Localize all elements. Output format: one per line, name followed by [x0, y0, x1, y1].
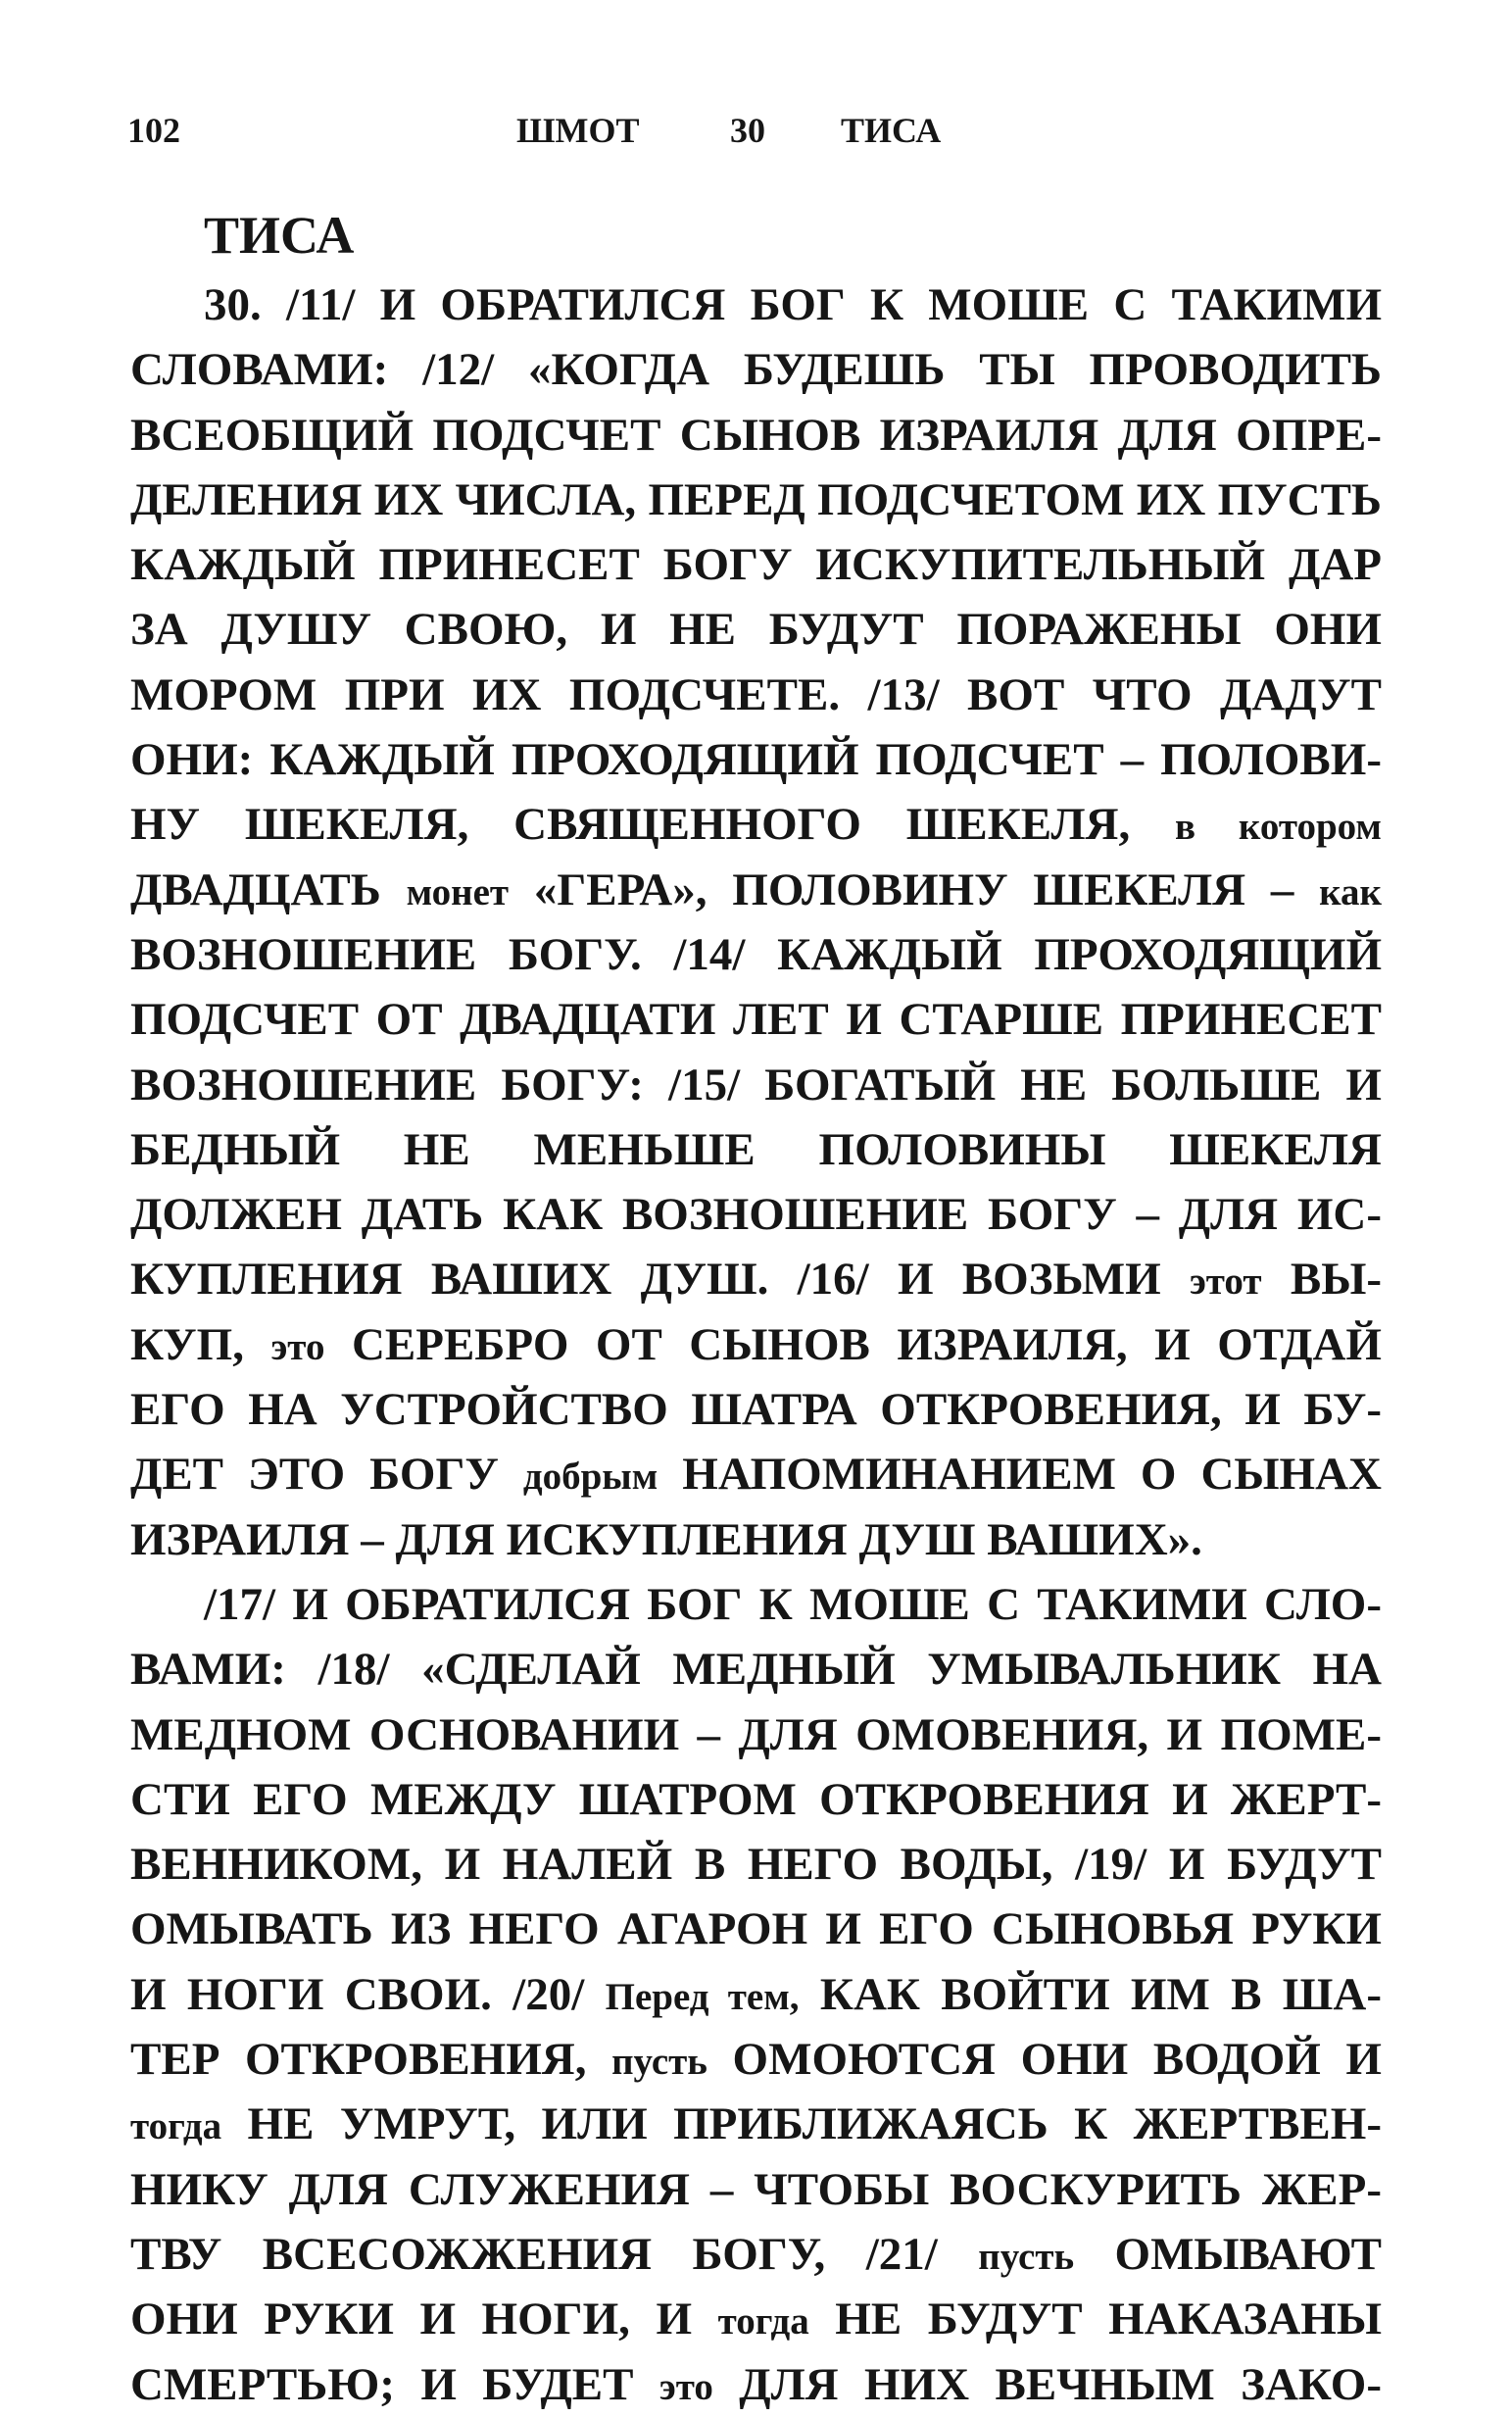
scripture-text: КАК ВОЙТИ ИМ В ША-	[799, 1968, 1382, 2020]
scripture-text: ТВУ ВСЕСОЖЖЕНИЯ БОГУ, /21/	[130, 2228, 979, 2280]
text-line: ОМЫВАТЬ ИЗ НЕГО АГАРОН И ЕГО СЫНОВЬЯ РУКИ	[130, 1903, 1382, 1955]
body-text	[130, 272, 1382, 2417]
text-line	[130, 2027, 1382, 2092]
text-line: МОРОМ ПРИ ИХ ПОДСЧЕТЕ. /13/ ВОТ ЧТО ДАДУТ	[130, 668, 1382, 720]
text-line: ОНИ: КАЖДЫЙ ПРОХОДЯЩИЙ ПОДСЧЕТ – ПОЛОВИ-	[130, 734, 1382, 786]
text-line	[130, 1312, 1382, 1377]
page-number: 102	[127, 111, 180, 150]
scripture-text: ДВАДЦАТЬ	[130, 863, 407, 915]
text-line: /17/ И ОБРАТИЛСЯ БОГ К МОШЕ С ТАКИМИ СЛО-	[204, 1578, 1382, 1630]
text-line: МЕДНОМ ОСНОВАНИИ – ДЛЯ ОМОВЕНИЯ, И ПОМЕ-	[130, 1708, 1382, 1760]
scripture-text: «ГЕРА», ПОЛОВИНУ ШЕКЕЛЯ –	[509, 863, 1320, 915]
text-line: КАЖДЫЙ ПРИНЕСЕТ БОГУ ИСКУПИТЕЛЬНЫЙ ДАР	[130, 539, 1382, 591]
text-line	[130, 858, 1382, 922]
scripture-text: ОНИ РУКИ И НОГИ, И	[130, 2294, 718, 2345]
text-line	[130, 792, 1382, 857]
text-line: ЗА ДУШУ СВОЮ, И НЕ БУДУТ ПОРАЖЕНЫ ОНИ	[130, 604, 1382, 656]
text-line: ЕГО НА УСТРОЙСТВО ШАТРА ОТКРОВЕНИЯ, И БУ-	[130, 1384, 1382, 1436]
commentary-text: это	[270, 1325, 325, 1368]
running-header	[127, 106, 1391, 155]
text-line: НИКУ ДЛЯ СЛУЖЕНИЯ – ЧТОБЫ ВОСКУРИТЬ ЖЕР-	[130, 2163, 1382, 2215]
scripture-text: ОМОЮТСЯ ОНИ ВОДОЙ И	[707, 2034, 1382, 2086]
scripture-text: НЕ УМРУТ, ИЛИ ПРИБЛИЖАЯСЬ К ЖЕРТВЕН-	[221, 2098, 1382, 2150]
scripture-text: ТЕР ОТКРОВЕНИЯ,	[130, 2034, 612, 2086]
scripture-text: ДЛЯ НИХ ВЕЧНЫМ ЗАКО-	[712, 2358, 1382, 2410]
scripture-text: НЕ БУДУТ НАКАЗАНЫ	[808, 2294, 1382, 2345]
text-line	[130, 2222, 1382, 2287]
chapter-number: 30	[730, 111, 765, 150]
commentary-text: как	[1319, 870, 1382, 913]
text-line: СЛОВАМИ: /12/ «КОГДА БУДЕШЬ ТЫ ПРОВОДИТЬ	[130, 344, 1382, 396]
scripture-text: КУПЛЕНИЯ ВАШИХ ДУШ. /16/ И ВОЗЬМИ	[130, 1254, 1190, 1306]
commentary-text: тогда	[717, 2300, 809, 2343]
text-line: ПОДСЧЕТ ОТ ДВАДЦАТИ ЛЕТ И СТАРШЕ ПРИНЕСЕТ	[130, 994, 1382, 1046]
section-heading: ТИСА	[204, 206, 355, 265]
text-line	[130, 1442, 1382, 1506]
commentary-text: Перед тем,	[605, 1975, 800, 2018]
scripture-text: СЕРЕБРО ОТ СЫНОВ ИЗРАИЛЯ, И ОТДАЙ	[324, 1318, 1382, 1370]
scripture-text: НАПОМИНАНИЕМ О СЫНАХ	[658, 1449, 1382, 1501]
text-line: 30. /11/ И ОБРАТИЛСЯ БОГ К МОШЕ С ТАКИМИ	[204, 279, 1382, 330]
scripture-text: И НОГИ СВОИ. /20/	[130, 1968, 606, 2020]
text-line: ДЕЛЕНИЯ ИХ ЧИСЛА, ПЕРЕД ПОДСЧЕТОМ ИХ ПУСТЬ	[130, 473, 1382, 525]
text-line: БЕДНЫЙ НЕ МЕНЬШЕ ПОЛОВИНЫ ШЕКЕЛЯ	[130, 1123, 1382, 1175]
text-line: ВСЕОБЩИЙ ПОДСЧЕТ СЫНОВ ИЗРАИЛЯ ДЛЯ ОПРЕ-	[130, 409, 1382, 461]
text-line: ВЕННИКОМ, И НАЛЕЙ В НЕГО ВОДЫ, /19/ И БУДУТ	[130, 1839, 1382, 1891]
text-line: СТИ ЕГО МЕЖДУ ШАТРОМ ОТКРОВЕНИЯ И ЖЕРТ-	[130, 1773, 1382, 1825]
text-line: ВОЗНОШЕНИЕ БОГУ. /14/ КАЖДЫЙ ПРОХОДЯЩИЙ	[130, 928, 1382, 980]
scripture-text: СМЕРТЬЮ; И БУДЕТ	[130, 2358, 659, 2410]
text-line: ВОЗНОШЕНИЕ БОГУ: /15/ БОГАТЫЙ НЕ БОЛЬШЕ И	[130, 1059, 1382, 1110]
text-line: ВАМИ: /18/ «СДЕЛАЙ МЕДНЫЙ УМЫВАЛЬНИК НА	[130, 1644, 1382, 1696]
portion-title: ТИСА	[841, 111, 942, 150]
text-line	[130, 2092, 1382, 2156]
commentary-text: в котором	[1175, 806, 1382, 849]
commentary-text: пусть	[978, 2235, 1075, 2278]
commentary-text: добрым	[522, 1455, 658, 1499]
commentary-text: тогда	[130, 2105, 222, 2148]
text-line	[130, 1962, 1382, 2027]
book-title: ШМОТ	[516, 111, 640, 150]
commentary-text: пусть	[611, 2041, 707, 2084]
scripture-text: КУП,	[130, 1318, 271, 1370]
scripture-text: НУ ШЕКЕЛЯ, СВЯЩЕННОГО ШЕКЕЛЯ,	[130, 799, 1176, 851]
scripture-text: ОМЫВАЮТ	[1074, 2228, 1382, 2280]
text-line: ДОЛЖЕН ДАТЬ КАК ВОЗНОШЕНИЕ БОГУ – ДЛЯ ИС-	[130, 1189, 1382, 1241]
text-line	[130, 2287, 1382, 2351]
scripture-text: ВЫ-	[1261, 1254, 1382, 1306]
text-line	[130, 2352, 1382, 2417]
text-line: ИЗРАИЛЯ – ДЛЯ ИСКУПЛЕНИЯ ДУШ ВАШИХ».	[130, 1513, 1202, 1565]
commentary-text: это	[658, 2365, 713, 2408]
commentary-text: этот	[1189, 1260, 1262, 1304]
commentary-text: монет	[406, 870, 510, 913]
scripture-text: ДЕТ ЭТО БОГУ	[130, 1449, 523, 1501]
text-line	[130, 1247, 1382, 1311]
